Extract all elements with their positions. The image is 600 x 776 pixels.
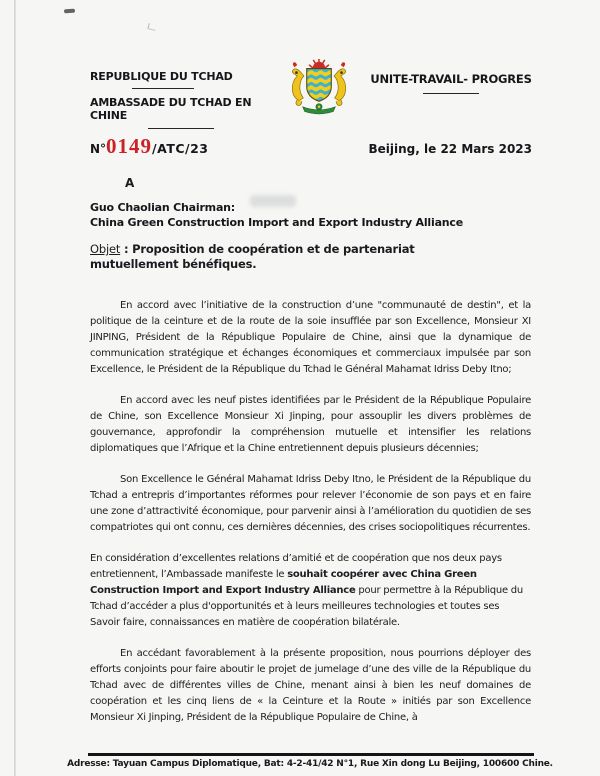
addressee-name: Guo Chaolian Chairman: (90, 201, 235, 214)
scan-edge-artifact (14, 0, 16, 776)
paragraph-4-pre: En considération d’excellentes relations d’amitié et de coopération que nos deux pays entretiennent, l’Ambassade manifeste le (90, 553, 502, 580)
national-motto: UNITE-TRAVAIL- PROGRES (370, 72, 532, 86)
divider (132, 88, 194, 89)
letterhead-right (366, 72, 536, 94)
letter-body (90, 298, 531, 741)
wavy-shield (304, 66, 334, 104)
reference-digits: 0149 (106, 134, 153, 158)
footer-divider (88, 753, 534, 756)
goat-supporter (292, 62, 304, 105)
scan-artifact (147, 23, 156, 31)
subject-line (90, 242, 490, 272)
addressee-block (90, 200, 463, 230)
reference-suffix: /ATC/23 (152, 141, 209, 156)
letterhead-left (90, 70, 290, 129)
divider (423, 93, 479, 94)
place-and-date: Beijing, le 22 Mars 2023 (368, 142, 532, 156)
lion-supporter (334, 62, 346, 105)
republic-title: REPUBLIQUE DU TCHAD (90, 70, 233, 83)
paragraph-1: En accord avec l’initiative de la construction d’une "communauté de destin", et la politique de la ceinture et de la route de la soie insufflée par son Excellence, Monsieur XI JINPING, Président de la République Populaire de Chine, ainsi que la dynamique de communication stratégique et échanges économiques et commerciaux impulsée par son Excellence, le Président de la République du Tchad le Général Mahamat Idriss Deby Itno; (90, 300, 531, 375)
paragraph-4-post: pour permettre à la République du Tchad d’accéder a plus d'opportunités et à leurs meilleures technologies et toutes ses Savoir faire, connaissances en matière de coopération bilatérale. (90, 585, 523, 628)
paragraph-3: Son Excellence le Général Mahamat Idriss Deby Itno, le Président de la République du Tchad a entrepris d’importantes réformes pour relever l’économie de son pays et en faire une zone d’attractivité économique, pour parvenir ainsi à l’amélioration du quotidien de ses compatriotes qui ont connu, ces dernières décennies, des crises sociopolitiques récurrentes. (90, 474, 531, 533)
subject-text: Proposition de coopération et de partenariat mutuellement bénéfiques. (90, 242, 415, 271)
embassy-title: AMBASSADE DU TCHAD EN CHINE (90, 96, 252, 122)
salutation: A (125, 176, 135, 190)
paragraph-2: En accord avec les neuf pistes identifiées par le Président de la République Populaire de Chine, son Excellence Monsieur Xi Jinping, pour assouplir les divers problèmes de gouvernance, approfondir la compréhension mutuelle et intensifier les relations diplomatiques que l’Afrique et la Chine entretiennent depuis plusieurs décennies; (90, 395, 531, 454)
reference-row (90, 134, 532, 159)
reference-number (90, 134, 208, 159)
coat-of-arms-graphic (284, 59, 354, 117)
paragraph-4-bold: souhait coopérer avec China Green Construction Import and Export Industry Alliance (90, 569, 477, 596)
chad-coat-of-arms (284, 59, 354, 117)
paragraph-5: En accédant favorablement à la présente proposition, nous pourrions déployer des efforts conjoints pour faire aboutir le projet de jumelage d’une des ville de la République du Tchad avec de différentes villes de Chine, menant ainsi à bien les neuf domaines de coopération et les cinq liens de « la Ceinture et la Route » initiés par son Excellence Monsieur Xi Jinping, Président de la République Populaire de Chine, à (90, 648, 531, 723)
addressee-organization: China Green Construction Import and Export Industry Alliance (90, 216, 464, 229)
divider (148, 128, 214, 129)
subject-label: Objet (90, 242, 121, 256)
footer-address: Adresse: Tayuan Campus Diplomatique, Bat: 4-2-41/42 N°1, Rue Xin dong Lu Beijing, 100600 Chine. (67, 759, 553, 769)
ribbon-and-medal (303, 104, 336, 114)
reference-prefix: N° (90, 142, 107, 156)
subject-separator: : (120, 242, 133, 256)
paragraph-4 (90, 551, 531, 631)
scan-artifact (64, 9, 75, 14)
